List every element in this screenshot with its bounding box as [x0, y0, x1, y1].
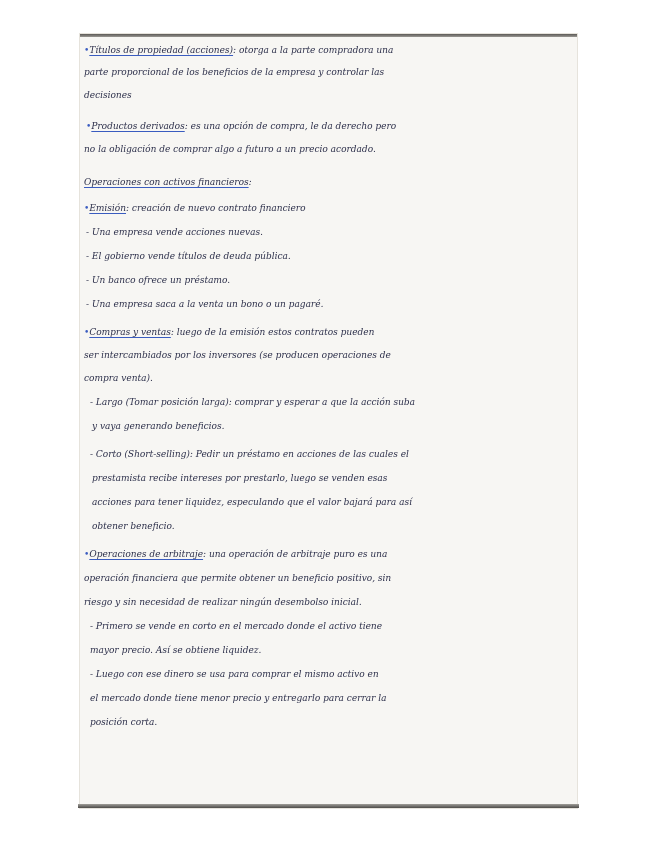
note-text: : una operación de arbitraje puro es una	[203, 550, 388, 560]
note-text: mayor precio. Así se obtiene liquidez.	[90, 646, 262, 656]
note-line	[86, 248, 578, 266]
underlined-heading: Títulos de propiedad (acciones)	[89, 46, 234, 56]
note-line	[90, 666, 582, 684]
note-text: : es una opción de compra, le da derecho pero	[184, 122, 397, 132]
note-line	[84, 370, 576, 388]
note-line	[86, 272, 578, 290]
note-text: acciones para tener liquidez, especulando que el valor bajará para así	[92, 498, 412, 508]
note-text: parte proporcional de los beneficios de la empresa y controlar las	[84, 68, 385, 78]
note-text: - El gobierno vende títulos de deuda pública.	[86, 252, 291, 262]
bullet-point: •	[84, 328, 90, 338]
note-text: riesgo y sin necesidad de realizar ningún desembolso inicial.	[84, 598, 362, 608]
note-line	[84, 324, 576, 342]
note-line	[90, 394, 582, 412]
note-line	[84, 347, 576, 365]
note-text: el mercado donde tiene menor precio y entregarlo para cerrar la	[90, 694, 387, 704]
note-line	[92, 518, 584, 536]
note-text: y vaya generando beneficios.	[92, 422, 225, 432]
note-line	[90, 446, 582, 464]
note-text: decisiones	[84, 91, 132, 101]
note-text: - Un banco ofrece un préstamo.	[86, 276, 231, 286]
note-text: - Corto (Short-selling): Pedir un préstamo en acciones de las cuales el	[90, 450, 409, 460]
bullet-point: •	[84, 204, 90, 214]
note-text: prestamista recibe intereses por prestarlo, luego se venden esas	[92, 474, 388, 484]
note-line	[92, 494, 584, 512]
note-line	[84, 570, 576, 588]
underlined-heading: Productos derivados	[91, 122, 185, 132]
note-text: - Primero se vende en corto en el mercado donde el activo tiene	[90, 622, 383, 632]
underlined-heading: Operaciones con activos financieros	[84, 178, 249, 188]
note-line	[90, 642, 582, 660]
note-line	[84, 42, 576, 60]
bullet-point: •	[84, 550, 90, 560]
bullet-point: •	[86, 122, 92, 132]
note-line	[84, 546, 576, 564]
note-line	[86, 296, 578, 314]
note-line	[90, 618, 582, 636]
note-line	[84, 64, 576, 82]
note-line	[84, 200, 576, 218]
note-line	[84, 174, 576, 192]
note-line	[86, 118, 578, 136]
note-text: : luego de la emisión estos contratos pueden	[170, 328, 375, 338]
note-text: compra venta).	[84, 374, 153, 384]
note-text: - Una empresa vende acciones nuevas.	[86, 228, 263, 238]
note-text: no la obligación de comprar algo a futuro a un precio acordado.	[84, 145, 376, 155]
note-text: - Largo (Tomar posición larga): comprar y esperar a que la acción suba	[90, 398, 416, 408]
bullet-point: •	[84, 46, 90, 56]
note-line	[92, 470, 584, 488]
note-text: obtener beneficio.	[92, 522, 175, 532]
note-text: - Una empresa saca a la venta un bono o un pagaré.	[86, 300, 324, 310]
note-text: : otorga a la parte compradora una	[233, 46, 394, 56]
note-line	[84, 594, 576, 612]
note-line	[90, 714, 582, 732]
note-text: - Luego con ese dinero se usa para comprar el mismo activo en	[90, 670, 379, 680]
note-text: operación financiera que permite obtener un beneficio positivo, sin	[84, 574, 392, 584]
underlined-heading: Compras y ventas	[89, 328, 171, 338]
underlined-heading: Operaciones de arbitraje	[89, 550, 204, 560]
note-text: :	[248, 178, 252, 188]
note-line	[92, 418, 584, 436]
note-text: : creación de nuevo contrato financiero	[126, 204, 306, 214]
note-line	[86, 224, 578, 242]
note-line	[84, 87, 576, 105]
underlined-heading: Emisión	[89, 204, 127, 214]
note-text: posición corta.	[90, 718, 158, 728]
notebook-page	[80, 34, 577, 808]
note-line	[84, 141, 576, 159]
note-line	[90, 690, 582, 708]
note-text: ser intercambiados por los inversores (se producen operaciones de	[84, 351, 391, 361]
